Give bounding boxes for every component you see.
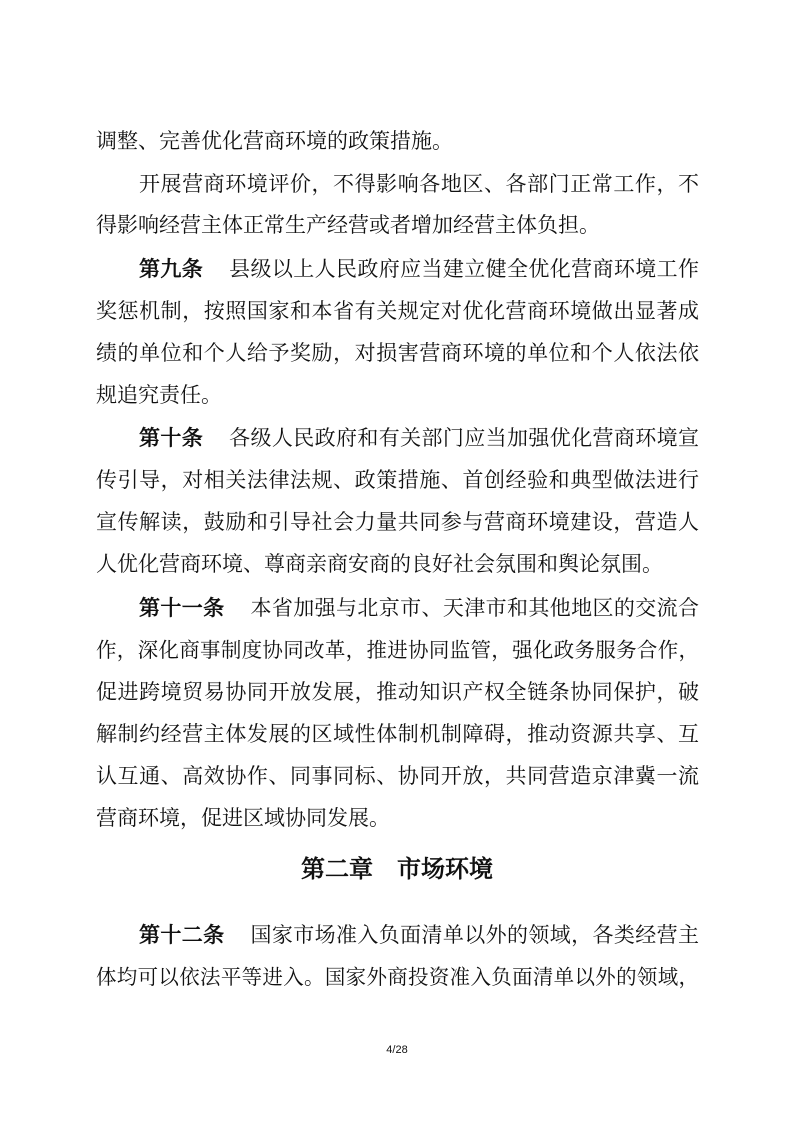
paragraph-line: 奖惩机制，按照国家和本省有关规定对优化营商环境做出显著成 [96,299,699,323]
article-10-first-line [96,425,699,451]
paragraph-line: 解制约经营主体发展的区域性体制机制障碍，推动资源共享、互 [96,722,699,746]
article-10-label: 第十条 [139,426,204,450]
paragraph-line: 体均可以依法平等进入。国家外商投资准入负面清单以外的领域， [96,965,699,989]
paragraph-line: 传引导，对相关法律法规、政策措施、首创经验和典型做法进行 [96,468,699,492]
article-9-label: 第九条 [139,257,204,281]
paragraph-line: 得影响经营主体正常生产经营或者增加经营主体负担。 [96,213,600,237]
paragraph-line: 绩的单位和个人给予奖励，对损害营商环境的单位和个人依法依 [96,341,699,365]
paragraph-line: 规追究责任。 [96,383,222,407]
article-12-label: 第十二条 [139,923,225,947]
paragraph-line: 作，深化商事制度协同改革，推进协同监管，强化政务服务合作， [96,638,699,662]
article-11-label: 第十一条 [139,596,225,620]
article-11-text: 本省加强与北京市、天津市和其他地区的交流合 [250,596,699,620]
article-9-text: 县级以上人民政府应当建立健全优化营商环境工作 [229,257,699,281]
chapter-heading: 第二章 市场环境 [301,855,493,883]
paragraph-line: 人优化营商环境、尊商亲商安商的良好社会氛围和舆论氛围。 [96,552,663,576]
paragraph-line: 营商环境，促进区域协同发展。 [96,806,390,830]
page-number: 4/28 [386,1044,408,1056]
article-11-first-line [96,595,699,621]
paragraph-line: 开展营商环境评价，不得影响各地区、各部门正常工作，不 [139,172,699,196]
paragraph-line: 促进跨境贸易协同开放发展，推动知识产权全链条协同保护，破 [96,680,699,704]
article-12-first-line [96,922,699,948]
paragraph-line: 宣传解读，鼓励和引导社会力量共同参与营商环境建设，营造人 [96,510,699,534]
paragraph-line: 调整、完善优化营商环境的政策措施。 [96,129,453,153]
article-12-text: 国家市场准入负面清单以外的领域，各类经营主 [250,923,699,947]
article-9-first-line [96,256,699,282]
article-10-text: 各级人民政府和有关部门应当加强优化营商环境宣 [229,426,699,450]
paragraph-line: 认互通、高效协作、同事同标、协同开放，共同营造京津冀一流 [96,764,699,788]
